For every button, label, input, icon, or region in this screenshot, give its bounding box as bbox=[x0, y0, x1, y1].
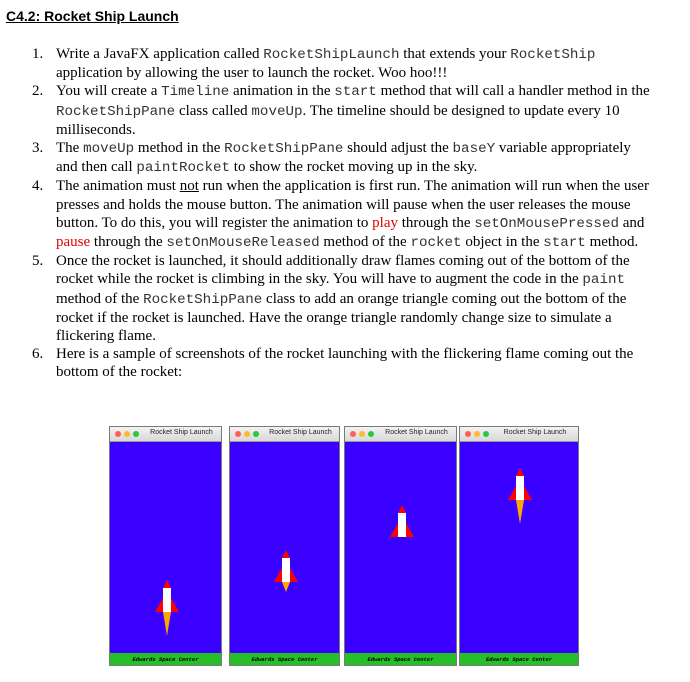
item-text: and bbox=[618, 214, 645, 231]
item-text: The bbox=[56, 140, 84, 157]
item-text: pause bbox=[56, 234, 91, 251]
instruction-item bbox=[22, 345, 652, 381]
code-token: RocketShipLaunch bbox=[263, 47, 400, 63]
screenshot-strip bbox=[0, 426, 690, 666]
close-dot-icon bbox=[235, 431, 241, 437]
code-token: rocket bbox=[410, 235, 462, 252]
rocket-flame bbox=[516, 500, 524, 524]
item-text: application by allowing the user to launch the rocket. Woo hoo!!! bbox=[56, 65, 448, 82]
ground-label: Edwards Space Center bbox=[485, 656, 552, 663]
window-titlebar bbox=[345, 427, 456, 442]
minimize-dot-icon bbox=[474, 431, 480, 437]
item-number: 4. bbox=[32, 178, 44, 195]
code-token: start bbox=[334, 84, 377, 101]
item-text: through the bbox=[397, 214, 475, 231]
item-text: . The timeline should be designed to update every 10 milliseconds. bbox=[56, 102, 620, 138]
code-token: setOnMouseReleased bbox=[166, 235, 320, 252]
item-number: 5. bbox=[32, 253, 44, 270]
item-text: variable appropriately and then call bbox=[56, 140, 631, 176]
rocket-icon bbox=[274, 550, 298, 608]
window-titlebar bbox=[110, 427, 221, 442]
item-text: Once the rocket is launched, it should additionally draw flames coming out of the bottom of the rocket while the rocket is climbing in the sky. You will have to augment the code in the bbox=[56, 253, 630, 288]
item-text: method of the bbox=[319, 234, 411, 251]
close-dot-icon bbox=[115, 431, 121, 437]
rocket-icon bbox=[155, 580, 179, 638]
window-titlebar bbox=[460, 427, 578, 442]
rocket-nose bbox=[163, 580, 171, 588]
rocket-window bbox=[109, 426, 222, 666]
code-token: moveUp bbox=[83, 141, 135, 158]
item-text: Write a JavaFX application called bbox=[56, 46, 264, 62]
rocket-body bbox=[282, 558, 290, 582]
code-token: RocketShip bbox=[510, 47, 596, 63]
ground bbox=[345, 653, 456, 665]
zoom-dot-icon bbox=[253, 431, 259, 437]
rocket-fin-left bbox=[508, 486, 516, 500]
instruction-item bbox=[22, 177, 652, 252]
item-text: not bbox=[179, 178, 199, 195]
instruction-item bbox=[22, 139, 652, 177]
item-text: class called bbox=[175, 102, 252, 119]
code-token: RocketShipPane bbox=[143, 291, 263, 308]
item-text: class to add an orange triangle coming out the bottom of the rocket if the rocket is launched. Have the orange triangle randomly change size to simulate a flickering flame. bbox=[56, 290, 627, 345]
rocket-fin-right bbox=[524, 486, 532, 500]
item-text: animation in the bbox=[229, 83, 335, 100]
rocket-body bbox=[163, 588, 171, 612]
code-token: setOnMousePressed bbox=[474, 215, 619, 232]
item-number: 3. bbox=[32, 140, 44, 157]
item-text: play bbox=[372, 214, 398, 231]
window-title: Rocket Ship Launch bbox=[269, 429, 332, 436]
code-token: moveUp bbox=[251, 103, 303, 120]
rocket-nose bbox=[282, 550, 290, 558]
item-text: method in the bbox=[134, 140, 225, 157]
item-number: 2. bbox=[32, 83, 44, 100]
item-text: method that will call a handler method in the bbox=[376, 83, 650, 100]
instruction-item bbox=[22, 252, 652, 345]
item-text: Here is a sample of screenshots of the rocket launching with the flickering flame coming out the bottom of the rocket: bbox=[56, 346, 634, 381]
minimize-dot-icon bbox=[244, 431, 250, 437]
rocket-flame bbox=[163, 612, 171, 636]
window-titlebar bbox=[230, 427, 339, 442]
ground-label: Edwards Space Center bbox=[251, 656, 318, 663]
rocket-window bbox=[344, 426, 457, 666]
zoom-dot-icon bbox=[483, 431, 489, 437]
item-text: to show the rocket moving up in the sky. bbox=[230, 159, 478, 176]
item-text: should adjust the bbox=[343, 140, 453, 157]
assignment-heading: C4.2: Rocket Ship Launch bbox=[6, 8, 179, 24]
minimize-dot-icon bbox=[359, 431, 365, 437]
item-text: method. bbox=[585, 234, 639, 251]
rocket-body bbox=[398, 513, 406, 537]
window-title: Rocket Ship Launch bbox=[150, 429, 213, 436]
code-token: RocketShipPane bbox=[56, 103, 176, 120]
code-token: Timeline bbox=[161, 84, 230, 101]
zoom-dot-icon bbox=[368, 431, 374, 437]
item-text: that extends your bbox=[399, 46, 511, 62]
item-text: The animation must bbox=[56, 178, 180, 195]
rocket-fin-left bbox=[390, 523, 398, 537]
close-dot-icon bbox=[465, 431, 471, 437]
instruction-list bbox=[22, 45, 652, 382]
ground bbox=[110, 653, 221, 665]
rocket-body bbox=[516, 476, 524, 500]
close-dot-icon bbox=[350, 431, 356, 437]
zoom-dot-icon bbox=[133, 431, 139, 437]
window-title: Rocket Ship Launch bbox=[385, 429, 448, 436]
rocket-fin-right bbox=[290, 568, 298, 582]
code-token: start bbox=[543, 235, 586, 252]
rocket-window bbox=[229, 426, 340, 666]
rocket-icon bbox=[508, 468, 532, 526]
window-title: Rocket Ship Launch bbox=[503, 429, 567, 436]
code-token: paint bbox=[582, 272, 625, 289]
ground bbox=[460, 653, 578, 665]
instruction-item bbox=[22, 82, 652, 139]
item-text: method of the bbox=[56, 290, 144, 307]
rocket-window bbox=[459, 426, 579, 666]
instruction-item bbox=[22, 45, 652, 82]
ground-label: Edwards Space Center bbox=[367, 656, 434, 663]
rocket-fin-right bbox=[171, 598, 179, 612]
ground-label: Edwards Space Center bbox=[132, 656, 199, 663]
rocket-fin-left bbox=[155, 598, 163, 612]
code-token: baseY bbox=[452, 141, 496, 158]
item-number: 6. bbox=[32, 346, 44, 363]
rocket-fin-left bbox=[274, 568, 282, 582]
ground bbox=[230, 653, 339, 665]
rocket-nose bbox=[398, 505, 406, 513]
rocket-icon bbox=[390, 505, 414, 563]
rocket-flame bbox=[282, 582, 290, 592]
item-text: You will create a bbox=[56, 83, 162, 100]
item-text: object in the bbox=[461, 234, 544, 251]
item-text: run when the application is first run. The animation will run when the user presses and holds the mouse button. The animation will pause when the user releases the mouse button. To do this, you will register the animation to bbox=[56, 178, 649, 231]
minimize-dot-icon bbox=[124, 431, 130, 437]
item-text: through the bbox=[90, 234, 167, 251]
rocket-nose bbox=[516, 468, 524, 476]
code-token: paintRocket bbox=[136, 160, 231, 177]
item-number: 1. bbox=[32, 46, 44, 62]
code-token: RocketShipPane bbox=[224, 141, 344, 158]
rocket-fin-right bbox=[406, 523, 414, 537]
